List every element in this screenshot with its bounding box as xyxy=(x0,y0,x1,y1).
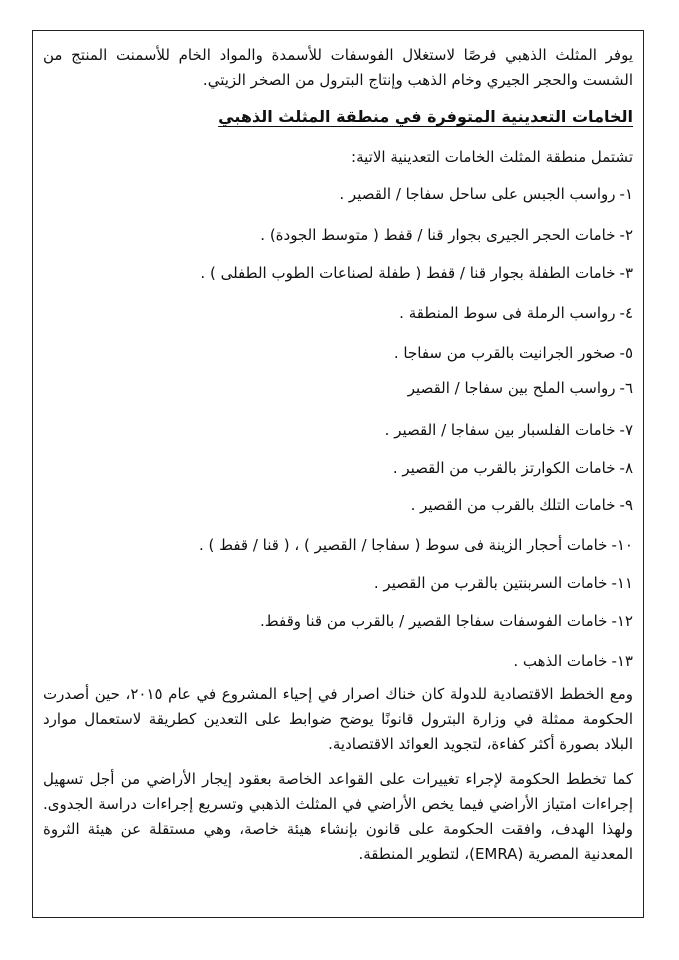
list-item: ١٠-خامات أحجار الزينة فى سوط ( سفاجا / القصير ) ، ( قنا / قفط ) . xyxy=(198,536,633,554)
list-item: ١١-خامات السربنتين بالقرب من القصير . xyxy=(373,574,633,592)
list-item: ٢-خامات الحجر الجيرى بجوار قنا / قفط ( متوسط الجودة) . xyxy=(260,226,633,244)
list-item: ١٣-خامات الذهب . xyxy=(513,652,633,670)
list-item: ٥-صخور الجرانيت بالقرب من سفاجا . xyxy=(393,344,633,362)
list-item: ٧-خامات الفلسبار بين سفاجا / القصير . xyxy=(384,421,633,439)
list-item: ٤-رواسب الرملة فى سوط المنطقة . xyxy=(399,304,633,322)
list-intro: تشتمل منطقة المثلث الخامات التعدينية الاتية: xyxy=(351,148,633,166)
intro-paragraph: يوفر المثلث الذهبي فرصًا لاستغلال الفوسفات للأسمدة والمواد الخام للأسمنت المنتج من الشست والحجر الجيري وخام الذهب وإنتاج البترول من الصخر الزيتي. xyxy=(43,46,633,89)
document-page xyxy=(32,30,644,918)
section-heading: الخامات التعدينية المتوفرة في منطقة المثلث الذهبي xyxy=(218,107,633,126)
list-item: ١٢-خامات الفوسفات سفاجا القصير / بالقرب من قنا وقفط. xyxy=(260,612,633,630)
list-item: ٦-رواسب الملح بين سفاجا / القصير xyxy=(407,379,633,397)
list-item: ٩-خامات التلك بالقرب من القصير . xyxy=(410,496,633,514)
list-item: ٨-خامات الكوارتز بالقرب من القصير . xyxy=(392,459,633,477)
list-item: ٣-خامات الطفلة بجوار قنا / قفط ( طفلة لصناعات الطوب الطفلى ) . xyxy=(200,264,633,282)
government-plans-paragraph: كما تخطط الحكومة لإجراء تغييرات على القواعد الخاصة بعقود إيجار الأراضي من أجل تسهيل إجراءات امتياز الأراضي فيما يخص الأراضي في المثلث الذهبي وتسريع إجراءات دراسة الجدوى. ولهذا الهدف، وافقت الحكومة على قانون بإنشاء هيئة خاصة، وهي مستقلة عن هيئة الثروة المعدنية المصرية (EMRA)، لتطوير المنطقة. xyxy=(43,770,633,863)
list-item: ١-رواسب الجبس على ساحل سفاجا / القصير . xyxy=(339,185,633,203)
economic-plans-paragraph: ومع الخطط الاقتصادية للدولة كان خناك اصرار في إحياء المشروع في عام ٢٠١٥، حين أصدرت الحكومة ممثلة في وزارة البترول قانونًا يوضح ضوابط على التعدين كطريقة لاستعمال موارد البلاد بصورة أكثر كفاءة، لتجويد العوائد الاقتصادية. xyxy=(43,685,633,753)
